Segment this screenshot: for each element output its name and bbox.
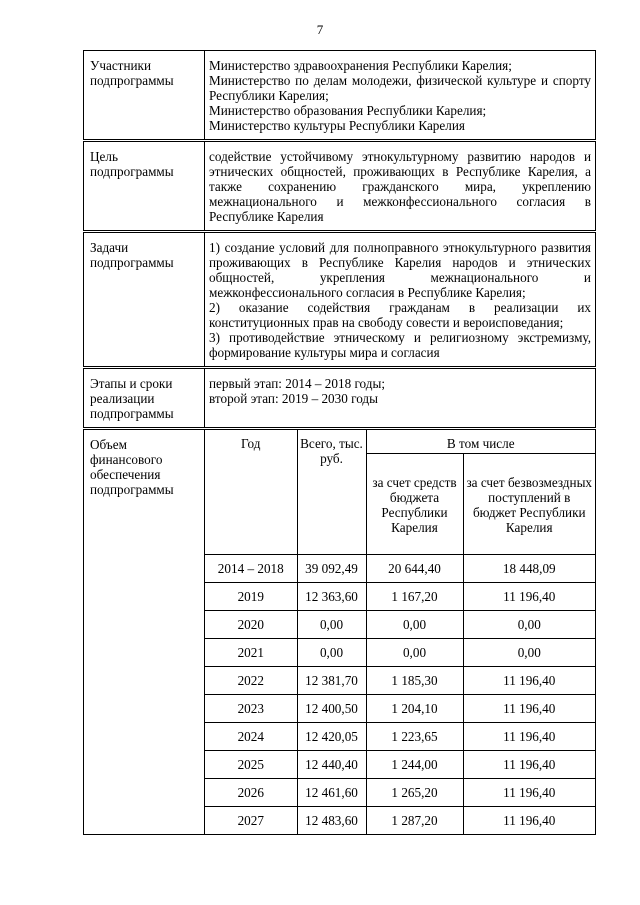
total-cell: 12 461,60 [297,779,366,807]
financing-data-row [205,555,595,583]
financing-data-row [205,583,595,611]
year-cell: 2019 [205,583,297,611]
gratuitous-cell: 11 196,40 [463,695,595,723]
stage-line: второй этап: 2019 – 2030 годы [209,391,379,406]
budget-cell: 0,00 [366,611,463,639]
financing-data-row [205,639,595,667]
total-cell: 0,00 [297,611,366,639]
task-line: 3) противодействие этническому и религиозному экстремизму, формирование культуры мира и согласия [209,330,591,360]
budget-cell: 1 204,10 [366,695,463,723]
financing-data-row [205,667,595,695]
stages-label: Этапы и сроки реализации подпрограммы [84,368,205,429]
participant-line: Министерство здравоохранения Республики Карелия; [209,58,512,73]
gratuitous-cell: 0,00 [463,611,595,639]
total-cell: 12 381,70 [297,667,366,695]
financing-value [205,429,596,835]
tasks-row [84,232,596,368]
gratuitous-cell: 11 196,40 [463,779,595,807]
goal-row [84,141,596,232]
year-cell: 2024 [205,723,297,751]
gratuitous-cell: 11 196,40 [463,807,595,835]
participant-line: Министерство по делам молодежи, физической культуре и спорту Республики Карелия; [209,73,591,103]
budget-cell: 1 223,65 [366,723,463,751]
year-cell: 2022 [205,667,297,695]
total-cell: 39 092,49 [297,555,366,583]
budget-cell: 20 644,40 [366,555,463,583]
financing-data-row [205,723,595,751]
financing-label: Объем финансового обеспечения подпрограммы [84,429,205,835]
participants-row [84,51,596,141]
gratuitous-cell: 0,00 [463,639,595,667]
financing-table [205,430,595,834]
participants-value [205,51,596,141]
gratuitous-cell: 18 448,09 [463,555,595,583]
subprogram-passport-table [83,50,596,835]
stages-value [205,368,596,429]
year-cell: 2014 – 2018 [205,555,297,583]
year-cell: 2023 [205,695,297,723]
gratuitous-cell: 11 196,40 [463,723,595,751]
total-cell: 12 400,50 [297,695,366,723]
financing-data-row [205,807,595,835]
financing-data-row [205,779,595,807]
financing-row [84,429,596,835]
financing-header-row [205,430,595,454]
year-cell: 2025 [205,751,297,779]
gratuitous-column-header: за счет безвозмездных поступлений в бюджет Республики Карелия [463,454,595,555]
including-column-header: В том числе [366,430,595,454]
stage-line: первый этап: 2014 – 2018 годы; [209,376,385,391]
gratuitous-cell: 11 196,40 [463,667,595,695]
budget-cell: 1 287,20 [366,807,463,835]
year-cell: 2020 [205,611,297,639]
budget-cell: 1 244,00 [366,751,463,779]
total-cell: 0,00 [297,639,366,667]
task-line: 2) оказание содействия гражданам в реализации их конституционных прав на свободу совести и вероисповедания; [209,300,591,330]
participant-line: Министерство образования Республики Карелия; [209,103,487,118]
goal-value [205,141,596,232]
budget-cell: 1 167,20 [366,583,463,611]
year-cell: 2026 [205,779,297,807]
total-column-header: Всего, тыс. руб. [297,430,366,555]
goal-text: содействие устойчивому этнокультурному развитию народов и этнических общностей, проживающих в Республике Карелия, а также сохранению гражданского мира, укреплению межнационального и межконфессионального согласия в Республике Карелия [209,149,591,224]
tasks-value [205,232,596,368]
financing-data-row [205,751,595,779]
total-cell: 12 420,05 [297,723,366,751]
page-number: 7 [316,22,324,37]
tasks-label: Задачи подпрограммы [84,232,205,368]
stages-row [84,368,596,429]
participant-line: Министерство культуры Республики Карелия [209,118,465,133]
budget-cell: 1 185,30 [366,667,463,695]
total-cell: 12 483,60 [297,807,366,835]
participants-label: Участники подпрограммы [84,51,205,141]
budget-column-header: за счет средств бюджета Республики Карелия [366,454,463,555]
total-cell: 12 363,60 [297,583,366,611]
year-column-header: Год [205,430,297,555]
budget-cell: 1 265,20 [366,779,463,807]
gratuitous-cell: 11 196,40 [463,751,595,779]
financing-data-row [205,611,595,639]
financing-data-row [205,695,595,723]
year-cell: 2027 [205,807,297,835]
task-line: 1) создание условий для полноправного этнокультурного развития проживающих в Республике Карелия народов и этнических общностей, укрепления межнационального и межконфессионального согласия в Республике Карелия; [209,240,591,300]
gratuitous-cell: 11 196,40 [463,583,595,611]
goal-label: Цель подпрограммы [84,141,205,232]
year-cell: 2021 [205,639,297,667]
budget-cell: 0,00 [366,639,463,667]
total-cell: 12 440,40 [297,751,366,779]
